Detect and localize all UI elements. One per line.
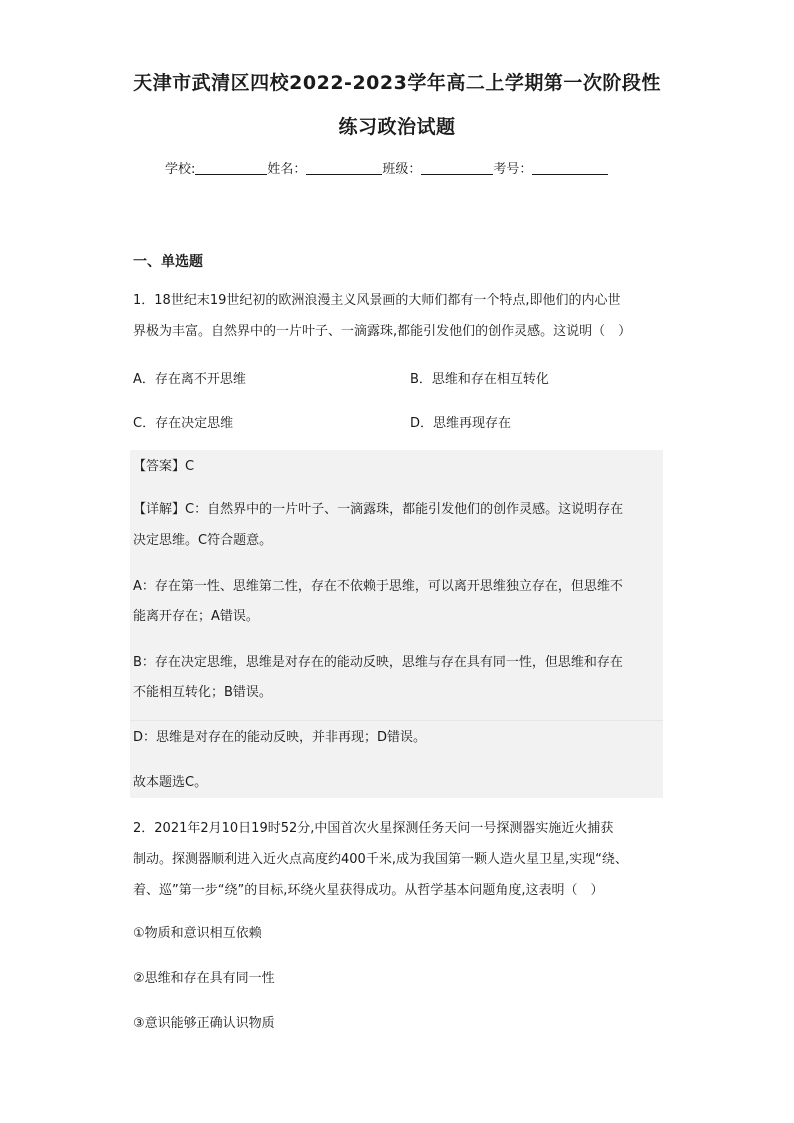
question-1-detail-line1: 【详解】C：自然界中的一片叶子、一滴露珠，都能引发他们的创作灵感。这说明存在 bbox=[133, 502, 624, 517]
question-1-analysis-b-line1: B：存在决定思维，思维是对存在的能动反映，思维与存在具有同一性，但思维和存在 bbox=[133, 655, 623, 670]
section-heading: 一、单选题 bbox=[133, 254, 203, 270]
question-1-stem-line2: 界极为丰富。自然界中的一片叶子、一滴露珠,都能引发他们的创作灵感。这说明（ ） bbox=[133, 324, 632, 339]
question-1-detail-line2: 决定思维。C符合题意。 bbox=[133, 533, 273, 548]
number-blank[interactable] bbox=[532, 160, 608, 175]
question-1-option-b: B．思维和存在相互转化 bbox=[410, 372, 549, 387]
class-blank[interactable] bbox=[421, 160, 493, 175]
question-1-analysis-a-line2: 能离开存在；A错误。 bbox=[133, 609, 259, 624]
class-label: 班级： bbox=[382, 162, 422, 177]
answer-divider bbox=[130, 720, 663, 721]
question-2-stem-line1: 2．2021年2月10日19时52分,中国首次火星探测任务天问一号探测器实施近火捕获 bbox=[133, 821, 614, 836]
school-label: 学校: bbox=[165, 162, 196, 177]
question-1-stem-line1: 1．18世纪末19世纪初的欧洲浪漫主义风景画的大师们都有一个特点,即他们的内心世 bbox=[133, 293, 621, 308]
name-blank[interactable] bbox=[306, 160, 382, 175]
question-1-option-c: C．存在决定思维 bbox=[133, 416, 234, 431]
name-label: 姓名： bbox=[267, 162, 307, 177]
student-info-row bbox=[165, 158, 635, 177]
question-1-option-d: D．思维再现存在 bbox=[410, 416, 512, 431]
question-2-item-3: ③意识能够正确认识物质 bbox=[133, 1016, 275, 1031]
question-1-analysis-b-line2: 不能相互转化；B错误。 bbox=[133, 685, 272, 700]
question-1-analysis-d: D：思维是对存在的能动反映，并非再现；D错误。 bbox=[133, 730, 427, 745]
question-1-answer: 【答案】C bbox=[133, 459, 195, 474]
question-2-stem-line2: 制动。探测器顺利进入近火点高度约400千米,成为我国第一颗人造火星卫星,实现“绕、 bbox=[133, 852, 628, 867]
question-2-stem-line3: 着、巡”第一步“绕”的目标,环绕火星获得成功。从哲学基本问题角度,这表明（ ） bbox=[133, 883, 604, 898]
question-1-analysis-a-line1: A：存在第一性、思维第二性，存在不依赖于思维，可以离开思维独立存在，但思维不 bbox=[133, 579, 623, 594]
question-2-item-1: ①物质和意识相互依赖 bbox=[133, 926, 262, 941]
question-1-conclusion: 故本题选C。 bbox=[133, 775, 208, 790]
document-title-line1: 天津市武清区四校2022-2023学年高二上学期第一次阶段性 bbox=[133, 72, 661, 94]
number-label: 考号： bbox=[493, 162, 533, 177]
document-title-line2: 练习政治试题 bbox=[338, 116, 456, 138]
question-2-item-2: ②思维和存在具有同一性 bbox=[133, 971, 275, 986]
question-1-option-a: A．存在离不开思维 bbox=[133, 372, 246, 387]
school-blank[interactable] bbox=[195, 160, 267, 175]
